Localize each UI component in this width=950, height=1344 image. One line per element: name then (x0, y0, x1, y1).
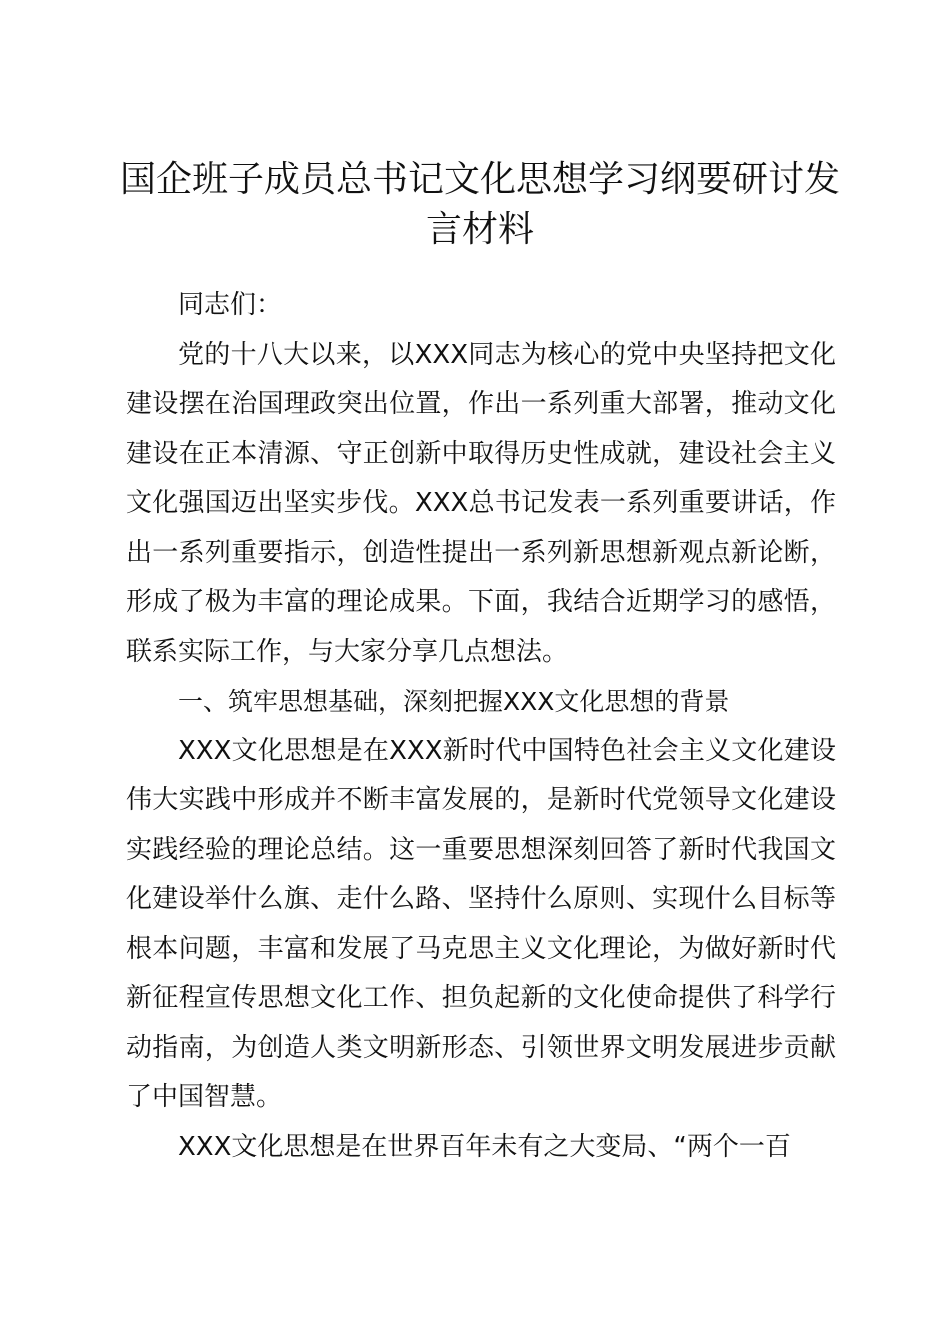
section-paragraph: XXX文化思想是在XXX新时代中国特色社会主义文化建设伟大实践中形成并不断丰富发展的，是新时代党领导文化建设实践经验的理论总结。这一重要思想深刻回答了新时代我国文化建设举什么旗、走什么路、坚持什么原则、实现什么目标等根本问题，丰富和发展了马克思主义文化理论，为做好新时代新征程宣传思想文化工作、担负起新的文化使命提供了科学行动指南，为创造人类文明新形态、引领世界文明发展进步贡献了中国智慧。 (126, 735, 836, 1112)
document-title: 国企班子成员总书记文化思想学习纲要研讨发言材料 (119, 159, 840, 250)
section-heading: 一、筑牢思想基础，深刻把握XXX文化思想的背景 (178, 687, 730, 716)
section-paragraph: XXX文化思想是在世界百年未有之大变局、“两个一百 (178, 1131, 791, 1162)
salutation: 同志们： (178, 290, 283, 320)
document-body (126, 281, 836, 1172)
intro-paragraph: 党的十八大以来，以XXX同志为核心的党中央坚持把文化建设摆在治国理政突出位置，作出一系列重大部署，推动文化建设在正本清源、守正创新中取得历史性成就，建设社会主义文化强国迈出坚实步伐。XXX总书记发表一系列重要讲话，作出一系列重要指示，创造性提出一系列新思想新观点新论断，形成了极为丰富的理论成果。下面，我结合近期学习的感悟，联系实际工作，与大家分享几点想法。 (126, 339, 836, 667)
